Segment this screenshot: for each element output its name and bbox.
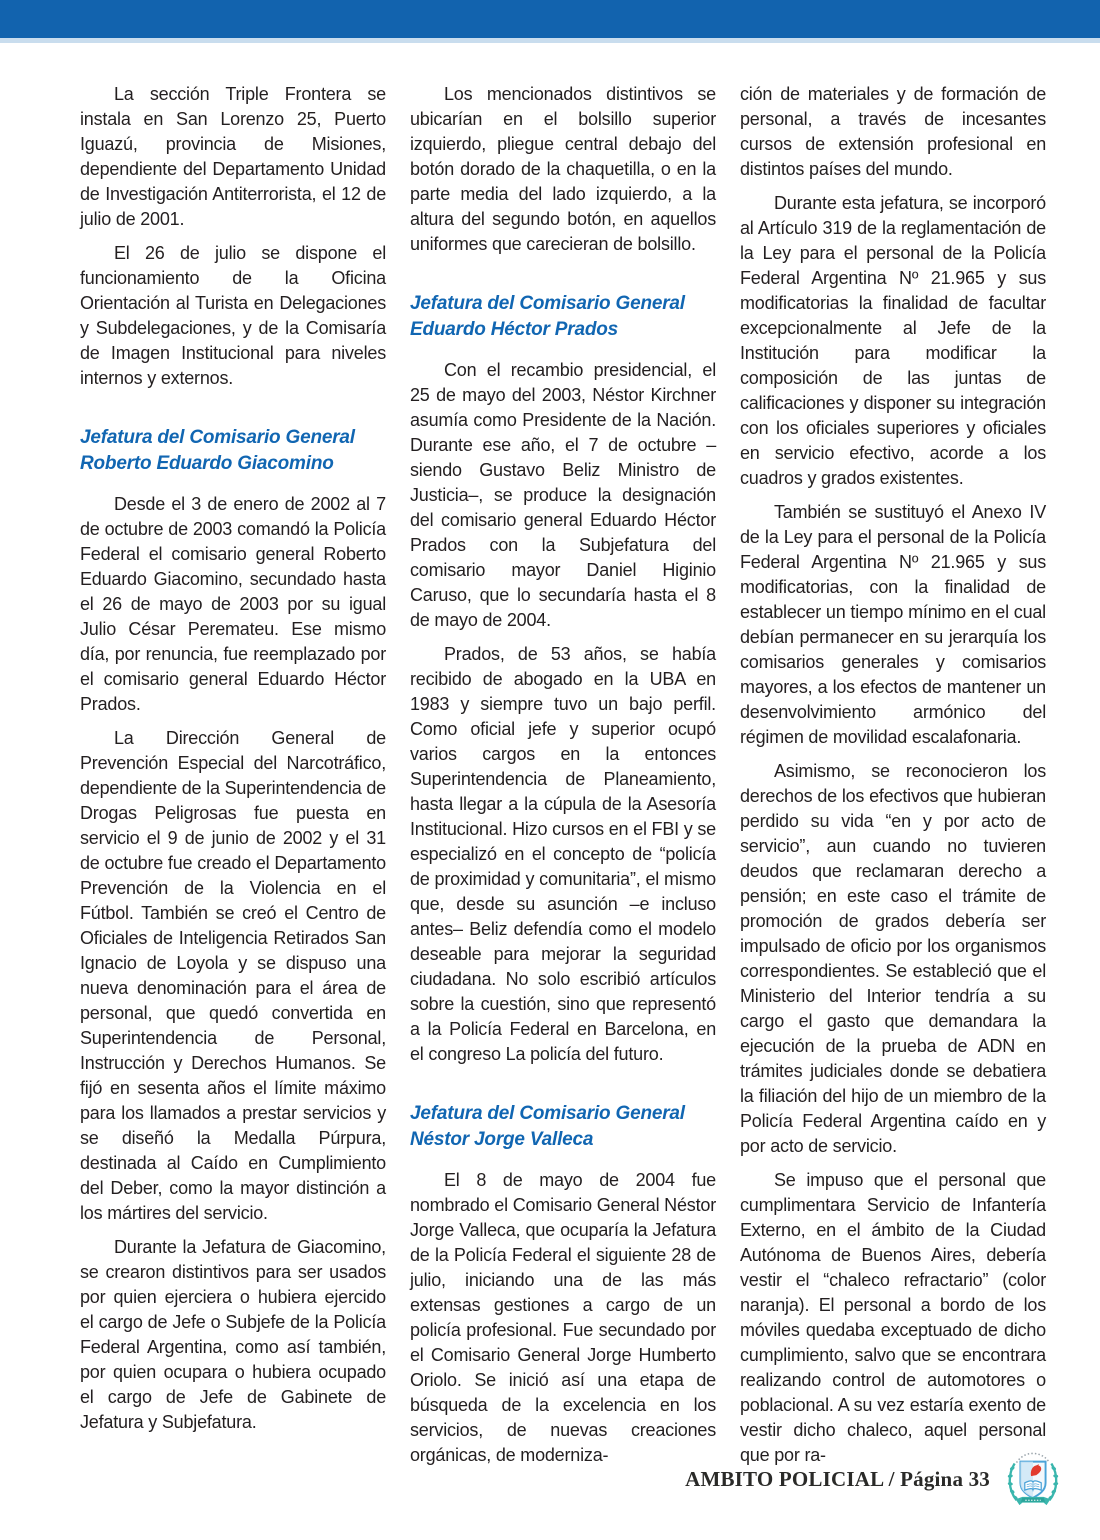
paragraph: La sección Triple Frontera se instala en San Lorenzo 25, Puerto Iguazú, provincia de Misiones, dependiente del Departamento Unidad de Investigación Antiterrorista, el 12 de julio de 2001. <box>80 84 386 229</box>
paragraph: Desde el 3 de enero de 2002 al 7 de octubre de 2003 comandó la Policía Federal el comisario general Roberto Eduardo Giacomino, secundado hasta el 26 de mayo de 2003 por su igual Julio César Peremateu. Ese mismo día, por renuncia, fue reemplazado por el comisario general Eduardo Héctor Prados. <box>80 494 386 714</box>
header-bar-underline <box>0 38 1100 43</box>
paragraph: El 26 de julio se dispone el funcionamiento de la Oficina Orientación al Turista en Delegaciones y Subdelegaciones, y de la Comisaría de Imagen Institucional para niveles internos y externos. <box>80 243 386 388</box>
paragraph: Prados, de 53 años, se había recibido de abogado en la UBA en 1983 y siempre tuvo un bajo perfil. Como oficial jefe y superior ocupó varios cargos en la entonces Superintendencia de Planeamiento, hasta llegar a la cúpula de la Asesoría Institucional. Hizo cursos en el FBI y se especializó en el concepto de “policía de proximidad y comunitaria”, el mismo que, desde su asunción –e incluso antes– Beliz defendía como el modelo deseable para mejorar la seguridad ciudadana. No solo escribió artículos sobre la cuestión, sino que representó a la Policía Federal en Barcelona, en el congreso La policía del futuro. <box>410 644 716 1064</box>
column-2 <box>410 82 716 1477</box>
paragraph: ción de materiales y de formación de personal, a través de incesantes cursos de extensión profesional en distintos países del mundo. <box>740 84 1046 179</box>
paragraph: La Dirección General de Prevención Especial del Narcotráfico, dependiente de la Superintendencia de Drogas Peligrosas fue puesta en servicio el 9 de junio de 2002 y el 31 de octubre fue creado el Departamento Prevención de la Violencia en el Fútbol. También se creó el Centro de Oficiales de Inteligencia Retirados San Ignacio de Loyola y se dispuso una nueva denominación para el área de personal, que quedó convertida en Superintendencia de Personal, Instrucción y Derechos Humanos. Se fijó en sesenta años el límite máximo para los llamados a prestar servicios y se diseñó la Medalla Púrpura, destinada al Caído en Cumplimiento del Deber, como la mayor distinción a los mártires del servicio. <box>80 728 386 1223</box>
column-1 <box>80 82 386 1477</box>
column-3 <box>740 82 1046 1477</box>
header-bar <box>0 0 1100 38</box>
paragraph: Asimismo, se reconocieron los derechos de los efectivos que hubieran perdido su vida “en y por acto de servicio”, aun cuando no tuvieren deudos que reclamaran derecho a pensión; en este caso el trámite de promoción de grados debería ser impulsado de oficio por los organismos correspondientes. Se estableció que el Ministerio del Interior tendría a su cargo el gasto que demandara la ejecución de la prueba de ADN en trámites judiciales donde se debatiera la filiación del hijo de un miembro de la Policía Federal Argentina caído en y por acto de servicio. <box>740 761 1046 1156</box>
section-heading: Jefatura del Comisario General Roberto Eduardo Giacomino <box>80 427 355 474</box>
paragraph: El 8 de mayo de 2004 fue nombrado el Comisario General Néstor Jorge Valleca, que ocuparía la Jefatura de la Policía Federal el siguiente 28 de julio, iniciando una de las más extensas gestiones a cargo de un policía profesional. Fue secundado por el Comisario General Jorge Humberto Oriolo. Se inició así una etapa de búsqueda de la excelencia en los servicios, de nuevas creaciones orgánicas, de moderniza- <box>410 1170 716 1465</box>
paragraph: También se sustituyó el Anexo IV de la Ley para el personal de la Policía Federal Argentina Nº 21.965 y sus modificatorias, con la finalidad de establecer un tiempo mínimo en el cual debían permanecer en su jerarquía los comisarios generales y comisarios mayores, a los efectos de mantener un desenvolvimiento armónico del régimen de movilidad escalafonaria. <box>740 502 1046 747</box>
section-heading: Jefatura del Comisario General Néstor Jorge Valleca <box>410 1103 685 1150</box>
paragraph: Durante esta jefatura, se incorporó al Artículo 319 de la reglamentación de la Ley para el personal de la Policía Federal Argentina Nº 21.965 y sus modificatorias la finalidad de facultar excepcionalmente al Jefe de la Institución para modificar la composición de las juntas de calificaciones y disponer su integración con los oficiales superiores y oficiales en servicio efectivo, acorde a los cuadros y grados existentes. <box>740 193 1046 488</box>
paragraph: Con el recambio presidencial, el 25 de mayo del 2003, Néstor Kirchner asumía como Presidente de la Nación. Durante ese año, el 7 de octubre –siendo Gustavo Beliz Ministro de Justicia–, se produce la designación del comisario general Eduardo Héctor Prados con la Subjefatura del comisario mayor Daniel Higinio Caruso, que lo secundaría hasta el 8 de mayo de 2004. <box>410 360 716 630</box>
article-columns <box>80 82 1046 1477</box>
footer-page-label: AMBITO POLICIAL / Página 33 <box>685 1466 990 1491</box>
police-crest-icon <box>1004 1446 1062 1512</box>
paragraph: Se impuso que el personal que cumplimentara Servicio de Infantería Externo, en el ámbito de la Ciudad Autónoma de Buenos Aires, debería vestir el “chaleco refractario” (color naranja). El personal a bordo de los móviles quedaba exceptuado de dicho cumplimiento, salvo que se encontrara realizando control de automotores o poblacional. A su vez estaría exento de vestir dicho chaleco, aquel personal que por ra- <box>740 1170 1046 1465</box>
section-heading: Jefatura del Comisario General Eduardo Héctor Prados <box>410 293 685 340</box>
paragraph: Los mencionados distintivos se ubicarían en el bolsillo superior izquierdo, pliegue central debajo del botón dorado de la chaquetilla, o en la parte media del lado izquierdo, a la altura del segundo botón, en aquellos uniformes que carecieran de bolsillo. <box>410 84 716 254</box>
paragraph: Durante la Jefatura de Giacomino, se crearon distintivos para ser usados por quien ejerciera o hubiera ejercido el cargo de Jefe o Subjefe de la Policía Federal Argentina, como así también, por quien ocupara o hubiera ocupado el cargo de Jefe de Gabinete de Jefatura y Subjefatura. <box>80 1237 386 1432</box>
page-footer <box>685 1446 1062 1512</box>
